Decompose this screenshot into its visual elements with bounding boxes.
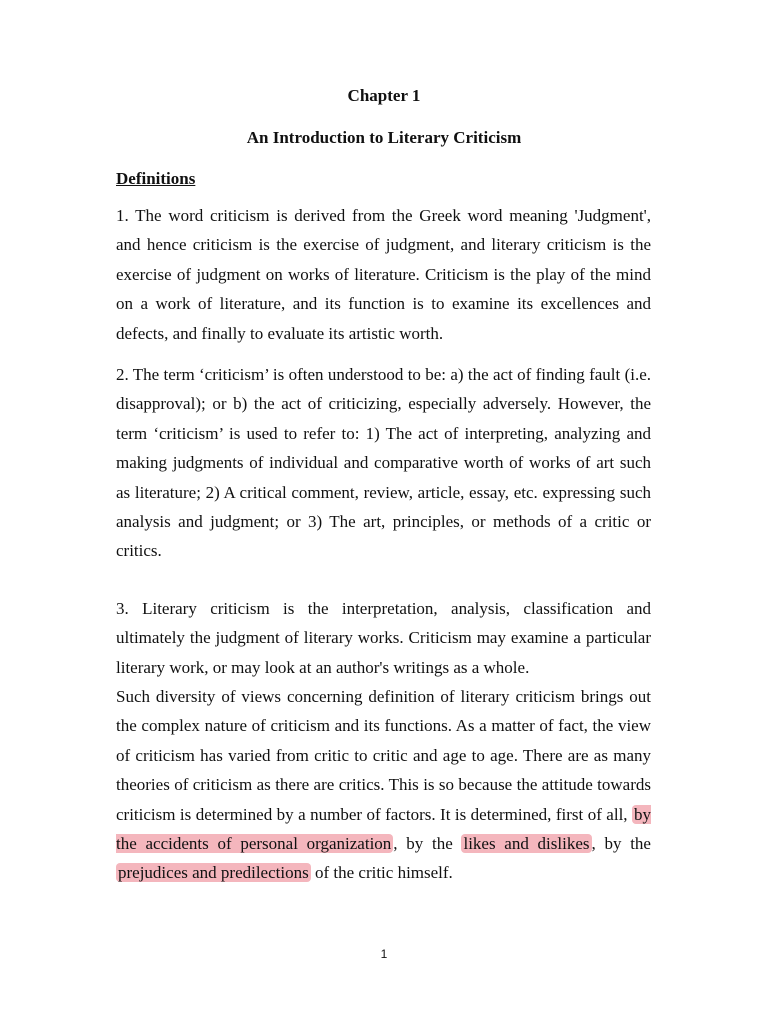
highlight-prejudices-predilections: prejudices and predilections — [118, 863, 309, 883]
highlight-personal-organization: by the accidents of personal organization — [116, 804, 651, 854]
page-number: 1 — [380, 947, 388, 961]
paragraph-4-text-3: , by the — [591, 834, 651, 854]
chapter-title: An Introduction to Literary Criticism — [246, 128, 522, 147]
paragraph-1: 1. The word criticism is derived from the Greek word meaning 'Judgment', and hence criticism is the exercise of judgment, and literary criticism is the exercise of judgment on works of literature. Criticism is the play of the mind on a work of literature, and its function is to examine its excellences and defects, and finally to evaluate its artistic worth. — [116, 206, 651, 343]
paragraph-4-text-1: Such diversity of views concerning definition of literary criticism brings out the complex nature of criticism and its functions. As a matter of fact, the view of criticism has varied from critic to critic and age to age. There are as many theories of criticism as there are critics. This is so because the attitude towards criticism is determined by a number of factors. It is determined, first of all, — [116, 687, 651, 824]
paragraph-4-text-2: , by the — [393, 834, 462, 854]
chapter-label: Chapter 1 — [347, 86, 421, 105]
paragraph-2: 2. The term ‘criticism’ is often understood to be: a) the act of finding fault (i.e. disapproval); or b) the act of criticizing, especially adversely. However, the term ‘criticism’ is used to refer to: 1) The act of interpreting, analyzing and making judgments of individual and comparative worth of works of art such as literature; 2) A critical comment, review, article, essay, etc. expressing such analysis and judgment; or 3) The art, principles, or methods of a critic or critics. — [116, 365, 651, 561]
section-heading-definitions: Definitions — [116, 169, 196, 188]
paragraph-4 — [116, 682, 651, 888]
highlight-likes-dislikes: likes and dislikes — [463, 834, 590, 854]
paragraph-3: 3. Literary criticism is the interpretation, analysis, classification and ultimately the judgment of literary works. Criticism may examine a particular literary work, or may look at an author's writings as a whole. — [116, 599, 651, 677]
paragraph-4-text-4: of the critic himself. — [310, 863, 453, 883]
